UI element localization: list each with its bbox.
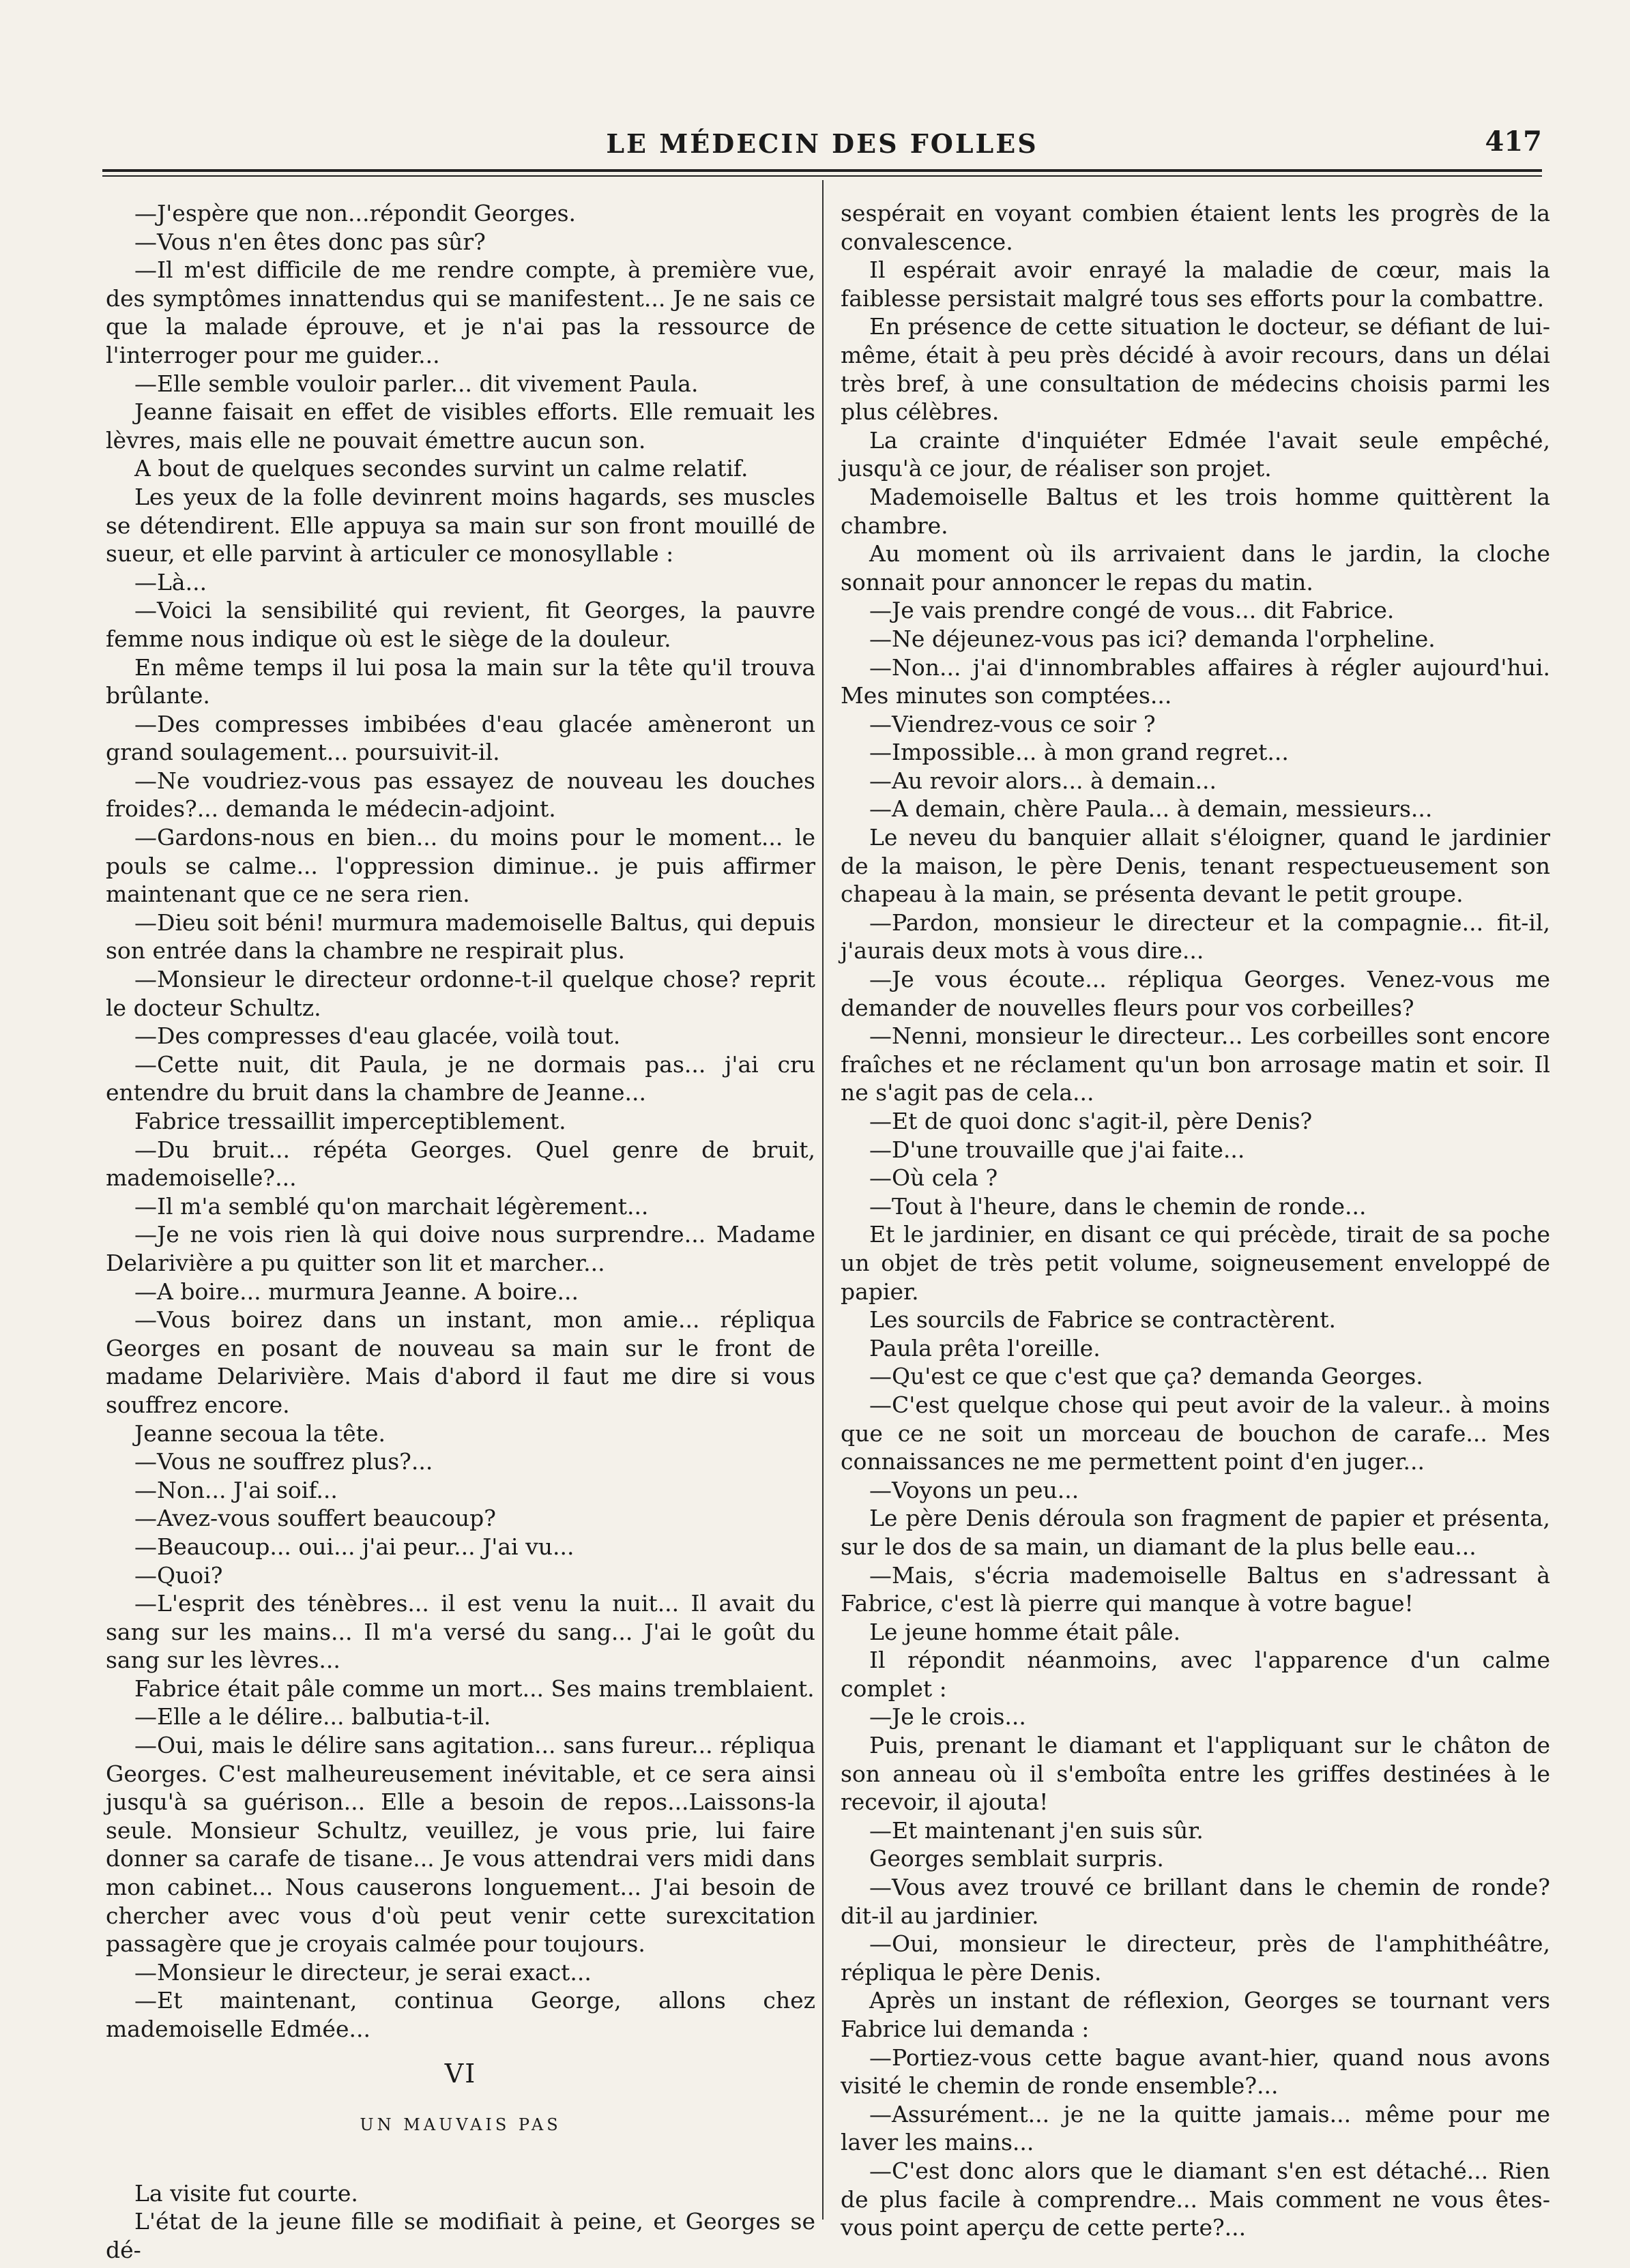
paragraph: —Assurément... je ne la quitte jamais... même pour me laver les mains...	[841, 2100, 1550, 2156]
header-rule-thick	[102, 169, 1542, 172]
paragraph: —Non... J'ai soif...	[134, 1476, 338, 1503]
paragraph: —Elle semble vouloir parler... dit vivement Paula.	[134, 370, 699, 397]
paragraph: —C'est quelque chose qui peut avoir de la valeur.. à moins que ce ne soit un morceau de bouchon de carafe... Mes connaissances ne me permettent point d'en juger...	[841, 1391, 1550, 1475]
paragraph: —Qu'est ce que c'est que ça? demanda Georges.	[869, 1363, 1423, 1390]
paragraph: —Beaucoup... oui... j'ai peur... J'ai vu...	[134, 1533, 574, 1560]
left-paragraphs-after	[106, 2179, 815, 2265]
page-header	[102, 123, 1542, 165]
paragraph: Fabrice était pâle comme un mort... Ses mains tremblaient.	[134, 1675, 815, 1702]
paragraph: Au moment où ils arrivaient dans le jardin, la cloche sonnait pour annoncer le repas du matin.	[841, 540, 1550, 595]
paragraph: —Tout à l'heure, dans le chemin de ronde...	[869, 1192, 1367, 1220]
paragraph: —Ne déjeunez-vous pas ici? demanda l'orpheline.	[869, 625, 1436, 652]
paragraph: —Où cela ?	[869, 1164, 998, 1192]
paragraph: —Je vous écoute... répliqua Georges. Venez-vous me demander de nouvelles fleurs pour vos corbeilles?	[841, 966, 1550, 1021]
paragraph: —Voyons un peu...	[869, 1476, 1079, 1503]
paragraph: —Viendrez-vous ce soir ?	[869, 710, 1156, 737]
paragraph: La crainte d'inquiéter Edmée l'avait seule empêché, jusqu'à ce jour, de réaliser son projet.	[841, 426, 1550, 482]
running-title: LE MÉDECIN DES FOLLES	[606, 128, 1038, 159]
paragraph: —Et maintenant, continua George, allons chez mademoiselle Edmée...	[106, 1987, 815, 2042]
paragraph: Jeanne secoua la tête.	[134, 1419, 385, 1447]
paragraph: Georges semblait surpris.	[869, 1845, 1164, 1872]
paragraph: —Ne voudriez-vous pas essayez de nouveau les douches froides?... demanda le médecin-adjoint.	[106, 767, 815, 823]
paragraph: —Monsieur le directeur, je serai exact...	[134, 1958, 592, 1986]
paragraph: —Nenni, monsieur le directeur... Les corbeilles sont encore fraîches et ne réclament qu'un bon arrosage matin et soir. Il ne s'agit pas de cela...	[841, 1022, 1550, 1106]
paragraph: La visite fut courte.	[134, 2179, 358, 2207]
paragraph: —Au revoir alors... à demain...	[869, 767, 1217, 794]
paragraph: —Je le crois...	[869, 1703, 1026, 1731]
paragraph: —Vous ne souffrez plus?...	[134, 1448, 433, 1475]
paragraph: sespérait en voyant combien étaient lents les progrès de la convalescence.	[841, 200, 1550, 255]
paragraph: —Là...	[134, 568, 207, 595]
paragraph: —D'une trouvaille que j'ai faite...	[869, 1136, 1245, 1163]
paragraph: En présence de cette situation le docteur, se défiant de lui-même, était à peu près décidé à avoir recours, dans un délai très bref, à une consultation de médecins choisis parmi les plus célèbres.	[841, 313, 1550, 426]
paragraph: —Il m'est difficile de me rendre compte, à première vue, des symptômes innattendus qui se manifestent... Je ne sais ce que la malade éprouve, et je n'ai pas la ressource de l'interroger pour me guider...	[106, 256, 815, 368]
paragraph: Jeanne faisait en effet de visibles efforts. Elle remuait les lèvres, mais elle ne pouvait émettre aucun son.	[106, 398, 815, 454]
column-divider	[822, 180, 824, 2220]
paragraph: —Je ne vois rien là qui doive nous surprendre... Madame Delarivière a pu quitter son lit et marcher...	[106, 1221, 815, 1276]
paragraph: —Cette nuit, dit Paula, je ne dormais pas... j'ai cru entendre du bruit dans la chambre de Jeanne...	[106, 1050, 815, 1106]
paragraph: —Et maintenant j'en suis sûr.	[869, 1816, 1204, 1844]
paragraph: —Vous boirez dans un instant, mon amie... répliqua Georges en posant de nouveau sa main sur le front de madame Delarivière. Mais d'abord il faut me dire si vous souffrez encore.	[106, 1306, 815, 1418]
paragraph: —Je vais prendre congé de vous... dit Fabrice.	[869, 597, 1395, 624]
paragraph: —Dieu soit béni! murmura mademoiselle Baltus, qui depuis son entrée dans la chambre ne respirait plus.	[106, 909, 815, 964]
paragraph: —Monsieur le directeur ordonne-t-il quelque chose? reprit le docteur Schultz.	[106, 966, 815, 1021]
paragraph: A bout de quelques secondes survint un calme relatif.	[134, 455, 748, 482]
paragraph: Les sourcils de Fabrice se contractèrent.	[869, 1306, 1336, 1334]
paragraph: —Oui, mais le délire sans agitation... sans fureur... répliqua Georges. C'est malheureusement inévitable, et ce sera ainsi jusqu'à sa guérison... Elle a besoin de repos...Laissons-la seule. Monsieur Schultz, veuillez, je vous prie, lui faire donner sa carafe de tisane... Je vous attendrai vers midi dans mon cabinet... Nous causerons longuement... J'ai besoin de chercher avec vous d'où peut venir cette surexcitation passagère que je croyais calmée pour toujours.	[106, 1732, 815, 1958]
paragraph: Et le jardinier, en disant ce qui précède, tirait de sa poche un objet de très petit volume, soigneusement enveloppé de papier.	[841, 1221, 1550, 1305]
paragraph: —Vous n'en êtes donc pas sûr?	[134, 228, 486, 255]
paragraph: Fabrice tressaillit imperceptiblement.	[134, 1108, 566, 1134]
paragraph: —Voici la sensibilité qui revient, fit Georges, la pauvre femme nous indique où est le siège de la douleur.	[106, 597, 815, 652]
paragraph: —Pardon, monsieur le directeur et la compagnie... fit-il, j'aurais deux mots à vous dire...	[841, 909, 1550, 964]
paragraph: Le père Denis déroula son fragment de papier et présenta, sur le dos de sa main, un diamant de la plus belle eau...	[841, 1505, 1550, 1560]
page-number: 417	[1485, 126, 1542, 158]
paragraph: —J'espère que non...répondit Georges.	[134, 200, 577, 226]
paragraph: Le neveu du banquier allait s'éloigner, quand le jardinier de la maison, le père Denis, tenant respectueusement son chapeau à la main, se présenta devant le petit groupe.	[841, 824, 1550, 908]
paragraph: —C'est donc alors que le diamant s'en est détaché... Rien de plus facile à comprendre... Mais comment ne vous êtes-vous point aperçu de cette perte?...	[841, 2157, 1550, 2241]
paragraph: —Vous avez trouvé ce brillant dans le chemin de ronde? dit-il au jardinier.	[841, 1874, 1550, 1929]
chapter-number: VI	[444, 2058, 477, 2089]
paragraph: —Elle a le délire... balbutia-t-il.	[134, 1703, 491, 1731]
left-column	[106, 199, 815, 2265]
paragraph: —Impossible... à mon grand regret...	[869, 739, 1289, 766]
paragraph: Il répondit néanmoins, avec l'apparence d'un calme complet :	[841, 1647, 1550, 1702]
right-column	[841, 199, 1550, 2242]
paragraph: —Du bruit... répéta Georges. Quel genre de bruit, mademoiselle?...	[106, 1136, 815, 1192]
paragraph: En même temps il lui posa la main sur la tête qu'il trouva brûlante.	[106, 653, 815, 709]
paragraph: Mademoiselle Baltus et les trois homme quittèrent la chambre.	[841, 483, 1550, 539]
paragraph: —Avez-vous souffert beaucoup?	[134, 1505, 496, 1532]
paragraph: —Quoi?	[134, 1561, 223, 1589]
left-paragraphs	[106, 199, 815, 2044]
paragraph: Paula prêta l'oreille.	[869, 1334, 1101, 1361]
paragraph: —Mais, s'écria mademoiselle Baltus en s'adressant à Fabrice, c'est là pierre qui manque à votre bague!	[841, 1561, 1550, 1617]
paragraph: —Et de quoi donc s'agit-il, père Denis?	[869, 1108, 1313, 1134]
paragraph: —Gardons-nous en bien... du moins pour le moment... le pouls se calme... l'oppression diminue.. je puis affirmer maintenant que ce ne sera rien.	[106, 824, 815, 908]
paragraph: —Portiez-vous cette bague avant-hier, quand nous avons visité le chemin de ronde ensemble?...	[841, 2044, 1550, 2100]
paragraph: Les yeux de la folle devinrent moins hagards, ses muscles se détendirent. Elle appuya sa main sur son front mouillé de sueur, et elle parvint à articuler ce monosyllable :	[106, 483, 815, 568]
paragraph: —Des compresses d'eau glacée, voilà tout.	[134, 1022, 621, 1050]
paragraph: Il espérait avoir enrayé la maladie de cœur, mais la faiblesse persistait malgré tous ses efforts pour la combattre.	[841, 256, 1550, 312]
paragraph: —Il m'a semblé qu'on marchait légèrement...	[134, 1192, 649, 1220]
chapter-title: UN MAUVAIS PAS	[360, 2115, 562, 2135]
paragraph: Le jeune homme était pâle.	[869, 1618, 1181, 1645]
paragraph: L'état de la jeune fille se modifiait à peine, et Georges se dé-	[106, 2208, 815, 2263]
paragraph: —A demain, chère Paula... à demain, messieurs...	[869, 795, 1433, 823]
paragraph: —Des compresses imbibées d'eau glacée amèneront un grand soulagement... poursuivit-il.	[106, 710, 815, 766]
paragraph: —Oui, monsieur le directeur, près de l'amphithéâtre, répliqua le père Denis.	[841, 1930, 1550, 1986]
paragraph: —A boire... murmura Jeanne. A boire...	[134, 1278, 579, 1305]
paragraph: —L'esprit des ténèbres... il est venu la nuit... Il avait du sang sur les mains... Il m'a versé du sang... J'ai le goût du sang sur les lèvres...	[106, 1590, 815, 1674]
paragraph: Après un instant de réflexion, Georges se tournant vers Fabrice lui demanda :	[841, 1987, 1550, 2042]
paragraph: —Non... j'ai d'innombrables affaires à régler aujourd'hui. Mes minutes son comptées...	[841, 653, 1550, 709]
header-rule-thin	[102, 175, 1542, 177]
right-paragraphs	[841, 199, 1550, 2242]
paragraph: Puis, prenant le diamant et l'appliquant sur le châton de son anneau où il s'emboîta entre les griffes destinées à le recevoir, il ajouta!	[841, 1732, 1550, 1816]
